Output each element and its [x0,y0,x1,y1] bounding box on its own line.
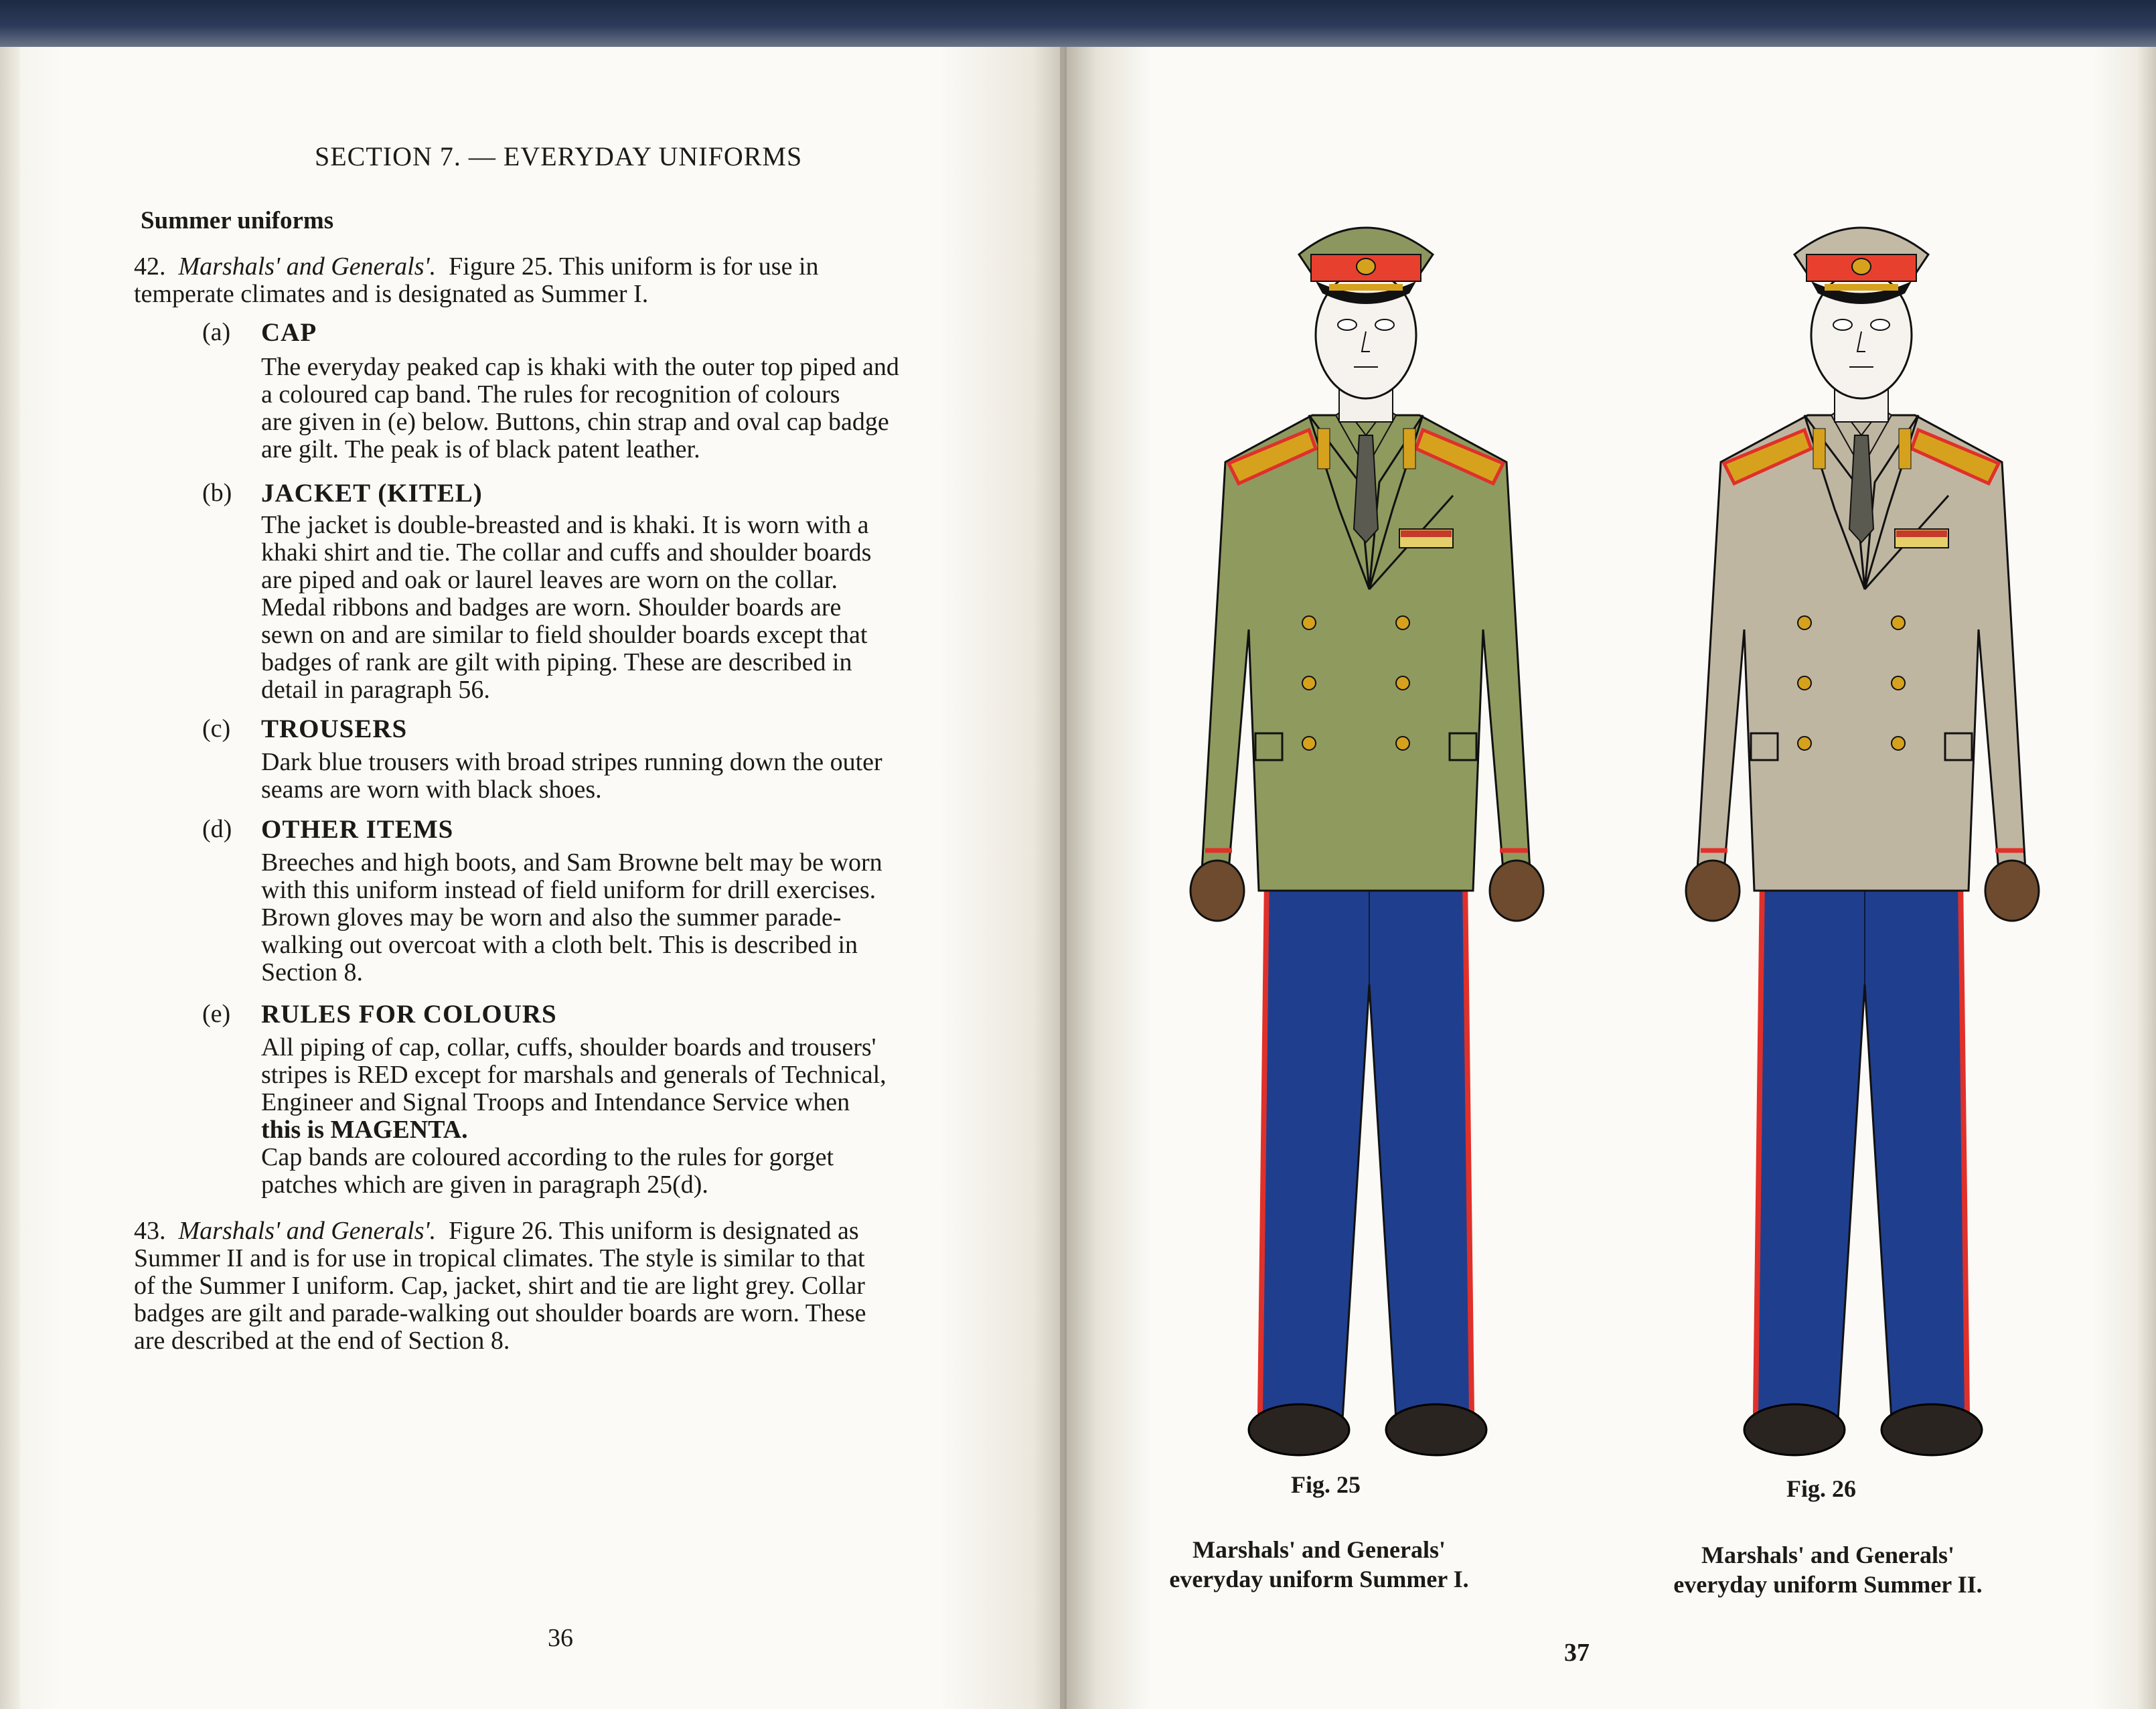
jacket-button [1892,737,1905,750]
collar-badge [1403,429,1415,469]
item-heading: OTHER ITEMS [261,815,454,844]
shoe [1744,1404,1845,1455]
text-line: a coloured cap band. The rules for recognition of colours [261,380,840,408]
collar-badge [1318,429,1330,469]
jacket-button [1302,616,1316,629]
item-body [261,749,1008,804]
figure-label: Fig. 26 [1786,1475,1856,1502]
caption-line: Marshals' and Generals' [1701,1542,1955,1568]
text-line: The everyday peaked cap is khaki with the outer top piped and [261,353,899,381]
text-line: Section 8. [261,958,363,986]
text-line: The jacket is double-breasted and is khaki. It is worn with a [261,511,869,539]
jacket-button [1396,616,1409,629]
text-line: are given in (e) below. Buttons, chin strap and oval cap badge [261,408,889,436]
item-letter: (b) [202,479,232,507]
text-line: sewn on and are similar to field shoulder boards except that [261,621,868,649]
caption-line: Marshals' and Generals' [1192,1536,1446,1563]
text-line: walking out overcoat with a cloth belt. This is described in [261,931,858,959]
para-number: 43. [134,1217,166,1245]
shoe [1386,1404,1486,1455]
collar-badge [1899,429,1911,469]
text-line: are piped and oak or laurel leaves are worn on the collar. [261,566,838,594]
glove [1686,861,1740,921]
text-line: detail in paragraph 56. [261,676,490,704]
figure-25-illustration [1138,214,1594,1473]
caption-line: everyday uniform Summer I. [1169,1566,1469,1592]
item-heading: RULES FOR COLOURS [261,1000,557,1029]
trousers [1259,871,1473,1420]
item-body [261,512,1008,704]
jacket-button [1302,676,1316,690]
jacket-button [1892,616,1905,629]
book-gutter [1060,42,1067,1709]
section-title: SECTION 7. — EVERYDAY UNIFORMS [315,141,803,171]
caption-line: everyday uniform Summer II. [1673,1571,1983,1598]
paragraph-42 [134,253,1008,308]
text-line: stripes is RED except for marshals and generals of Technical, [261,1061,887,1089]
figure-caption [1111,1535,1527,1594]
right-page-edge [2136,42,2156,1709]
para-text: temperate climates and is designated as Summer I. [134,280,649,308]
figure-26-illustration [1634,214,2089,1473]
para-number: 42. [134,252,166,281]
figure-caption [1614,1540,2042,1599]
subheading: Summer uniforms [141,207,334,234]
eye [1375,319,1394,330]
item-letter: (a) [202,318,231,346]
collar-badge [1813,429,1825,469]
item-letter: (c) [202,715,231,743]
figure-label: Fig. 25 [1291,1471,1361,1498]
jacket-button [1798,616,1811,629]
text-line: seams are worn with black shoes. [261,775,602,804]
text-line: Medal ribbons and badges are worn. Shoulder boards are [261,593,842,621]
para-text: Figure 25. This uniform is for use in [449,252,819,281]
jacket-button [1302,737,1316,750]
text-line: All piping of cap, collar, cuffs, shoulder boards and trousers' [261,1033,876,1061]
jacket-button [1396,737,1409,750]
item-letter: (e) [202,1000,231,1028]
item-body [261,849,1008,986]
page-number-right: 37 [1564,1639,1590,1667]
cap-badge [1357,258,1375,275]
eye [1338,319,1357,330]
item-heading: CAP [261,318,317,347]
text-line: this is MAGENTA. [261,1116,468,1144]
glove [1985,861,2039,921]
para-title: Marshals' and Generals'. [178,1217,437,1245]
text-line: Breeches and high boots, and Sam Browne belt may be worn [261,848,882,877]
item-heading: JACKET (KITEL) [261,479,483,508]
ribbon-stripe [1896,530,1947,537]
text-line: badges are gilt and parade-walking out shoulder boards are worn. These [134,1299,866,1327]
para-text: Figure 26. This uniform is designated as [449,1217,859,1245]
book-cover-band [0,0,2156,47]
text-line: khaki shirt and tie. The collar and cuffs and shoulder boards [261,538,872,567]
trousers [1754,871,1969,1420]
eye [1833,319,1852,330]
text-line: Summer II and is for use in tropical climates. The style is similar to that [134,1244,865,1272]
page-number-left: 36 [548,1624,573,1652]
chin-strap [1825,284,1898,291]
item-heading: TROUSERS [261,715,408,743]
glove [1490,861,1543,921]
shoe [1249,1404,1349,1455]
ribbon-stripe [1401,530,1452,537]
item-body [261,354,1008,463]
text-line: badges of rank are gilt with piping. These are described in [261,648,852,676]
text-line: with this uniform instead of field uniform for drill exercises. [261,876,876,904]
para-title: Marshals' and Generals'. [178,252,437,281]
paragraph-43 [134,1217,1008,1355]
text-line: Engineer and Signal Troops and Intendance Service when [261,1088,850,1116]
text-line: Dark blue trousers with broad stripes running down the outer [261,748,882,776]
shoe [1881,1404,1982,1455]
item-body [261,1034,1008,1199]
jacket-button [1892,676,1905,690]
jacket-button [1798,676,1811,690]
text-line: are described at the end of Section 8. [134,1327,510,1355]
eye [1871,319,1890,330]
jacket-button [1396,676,1409,690]
jacket-button [1798,737,1811,750]
chin-strap [1329,284,1403,291]
text-line: Cap bands are coloured according to the rules for gorget [261,1143,834,1171]
item-letter: (d) [202,815,232,843]
text-line: Brown gloves may be worn and also the summer parade- [261,903,842,932]
text-line: of the Summer I uniform. Cap, jacket, shirt and tie are light grey. Collar [134,1272,865,1300]
glove [1190,861,1244,921]
text-line: are gilt. The peak is of black patent leather. [261,435,700,463]
cap-badge [1852,258,1871,275]
text-line: patches which are given in paragraph 25(d). [261,1171,708,1199]
left-page-edge [0,42,20,1709]
